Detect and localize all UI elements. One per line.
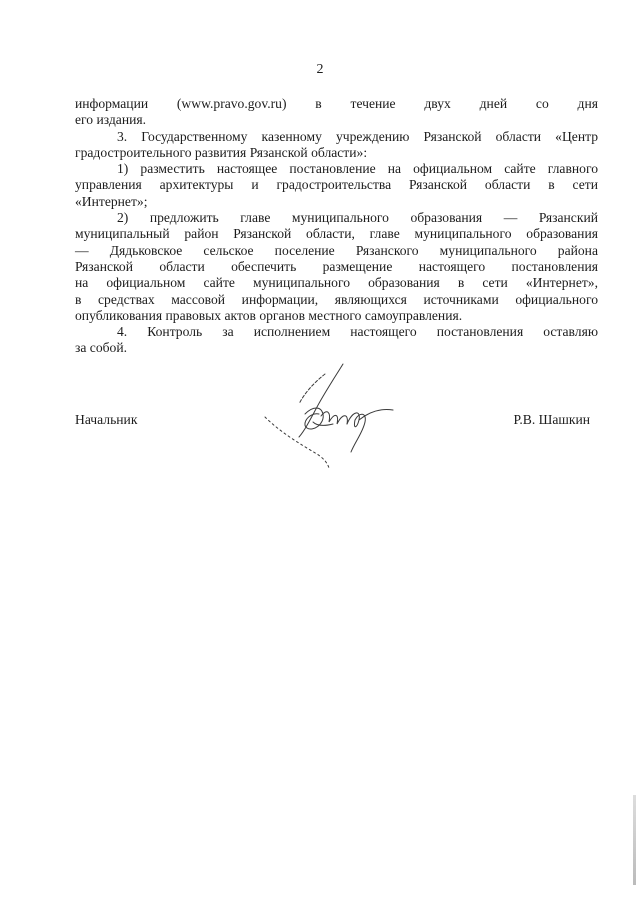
text-line: его издания. bbox=[75, 112, 147, 128]
item-2-start: 2) предложить главе муниципального образования — Рязанский bbox=[117, 210, 598, 226]
text-line: информации (www.pravo.gov.ru) в течение двух дней со дня bbox=[75, 96, 598, 111]
text-line: градостроительного развития Рязанской области»: bbox=[75, 144, 368, 160]
paragraph-3-start: 3. Государственному казенному учреждению Рязанской области «Центр bbox=[117, 128, 598, 144]
document-body bbox=[75, 96, 598, 357]
text-line: опубликования правовых актов органов местного самоуправления. bbox=[75, 307, 463, 323]
signatory-title: Начальник bbox=[75, 412, 138, 427]
handwritten-signature bbox=[255, 362, 400, 472]
signatory-name: Р.В. Шашкин bbox=[513, 412, 590, 427]
text-line: «Интернет»; bbox=[75, 193, 148, 209]
page-number: 2 bbox=[316, 62, 324, 77]
text-line: муниципальный район Рязанской области, главе муниципального образования bbox=[75, 226, 598, 242]
text-line: Рязанской области обеспечить размещение настоящего постановления bbox=[75, 258, 598, 274]
text-line: в средствах массовой информации, являющихся источниками официального bbox=[75, 291, 598, 307]
text-line: за собой. bbox=[75, 340, 128, 356]
text-line: на официальном сайте муниципального образования в сети «Интернет», bbox=[75, 275, 598, 291]
text-line: — Дядьковское сельское поселение Рязанского муниципального района bbox=[75, 242, 598, 258]
item-1-start: 1) разместить настоящее постановление на официальном сайте главного bbox=[117, 161, 598, 177]
paragraph-4-start: 4. Контроль за исполнением настоящего постановления оставляю bbox=[117, 324, 598, 340]
text-line: управления архитектуры и градостроительства Рязанской области в сети bbox=[75, 177, 598, 193]
scan-edge-artifact bbox=[633, 795, 636, 885]
